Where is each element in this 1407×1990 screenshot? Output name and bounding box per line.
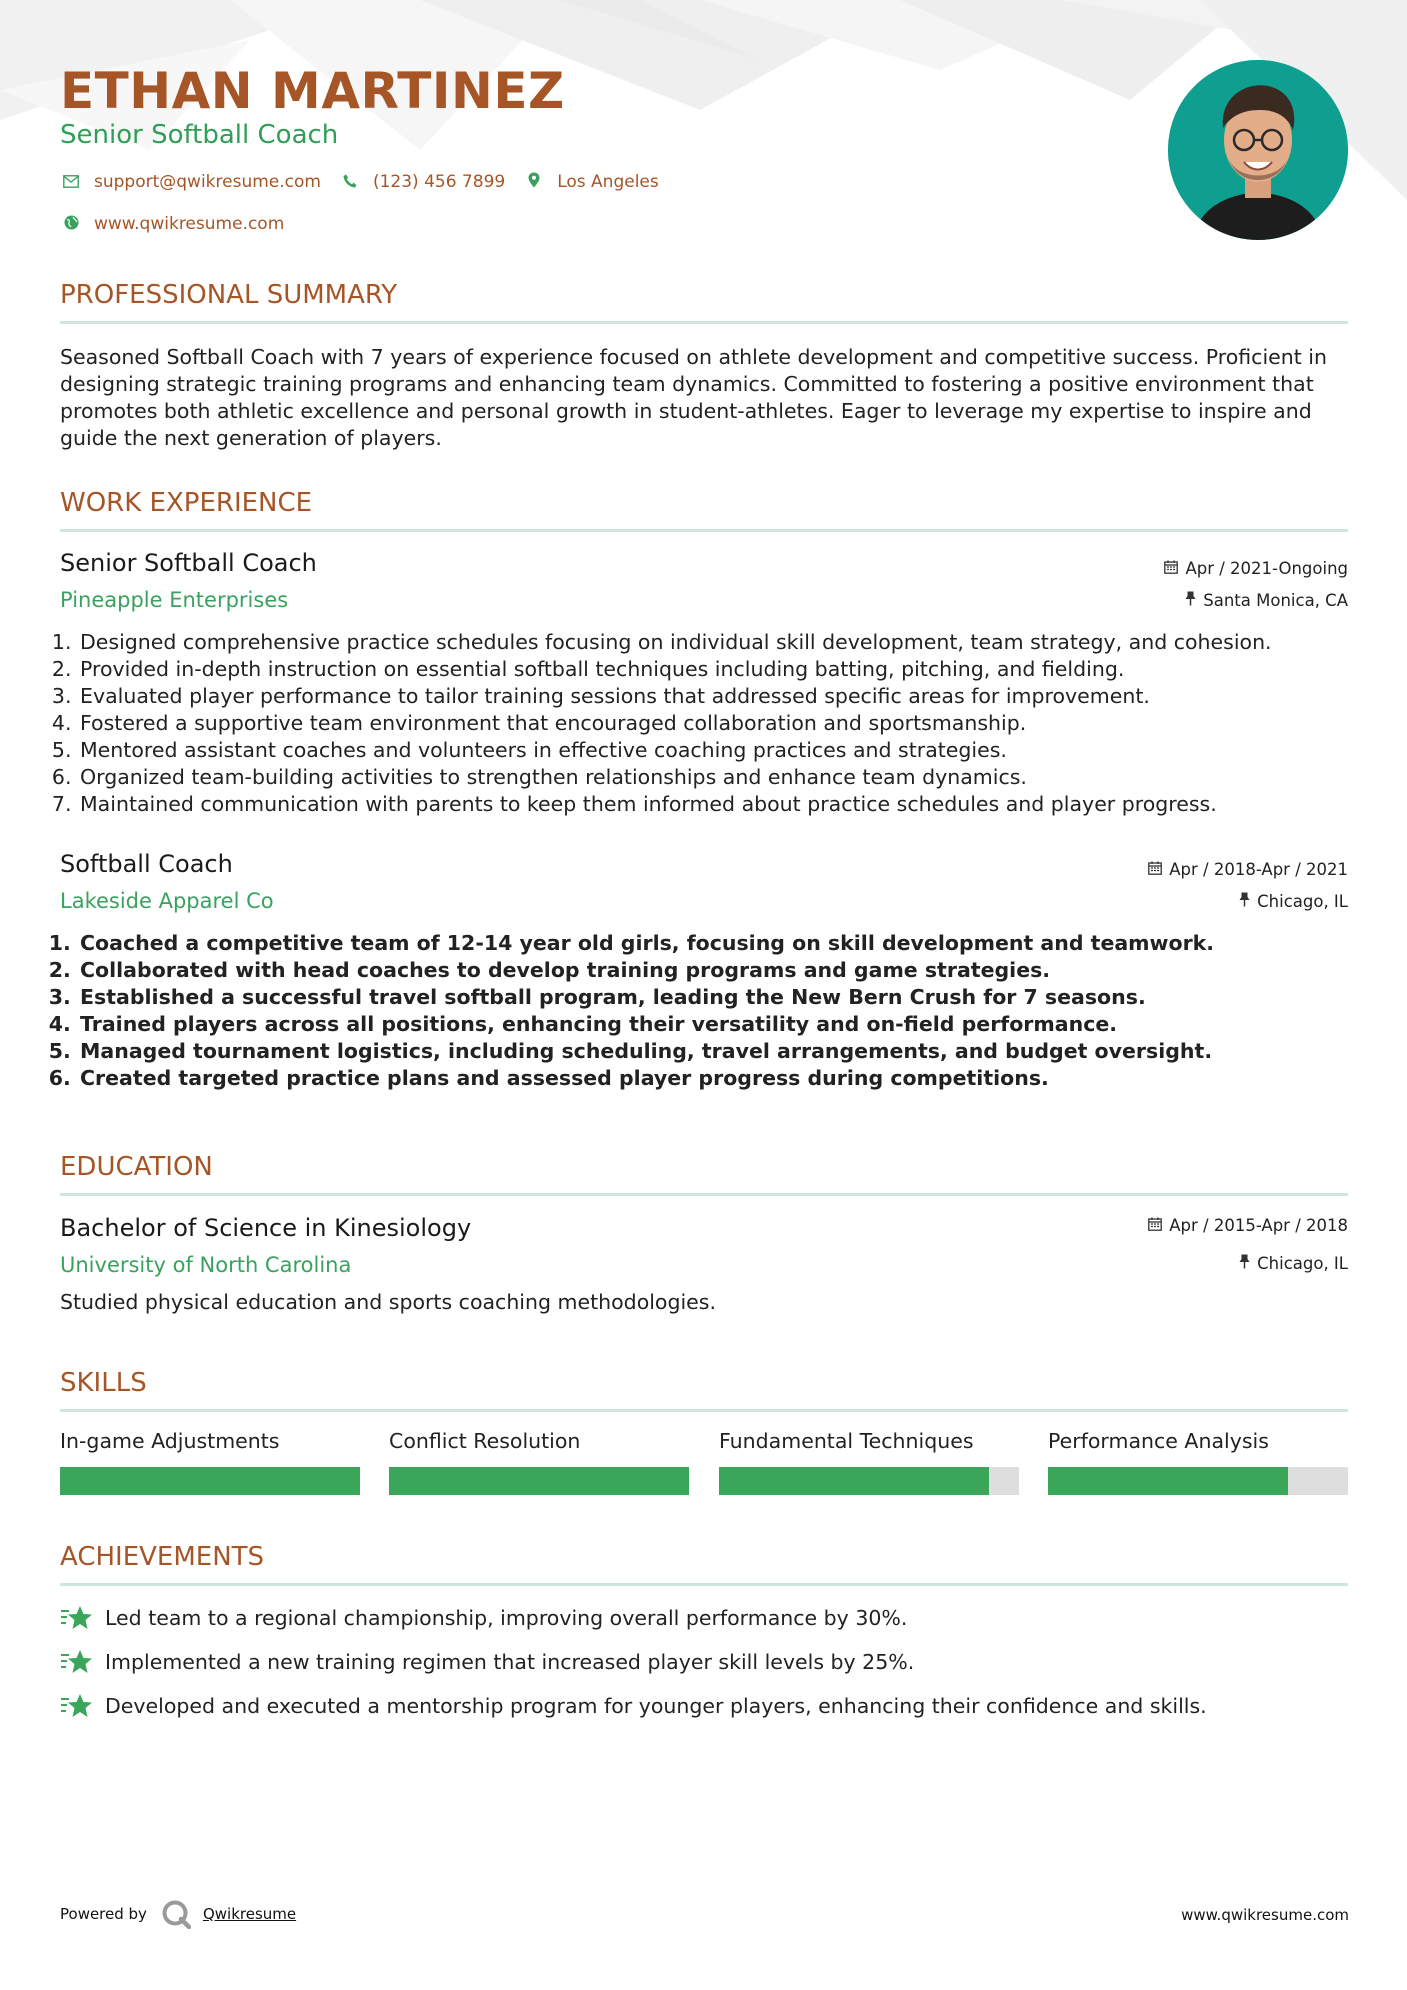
list-item: 6. Organized team-building activities to strengthen relationships and enhance team dynamics.: [78, 764, 1378, 791]
skills-heading: SKILLS: [60, 1368, 147, 1398]
school-name: University of North Carolina: [60, 1253, 352, 1277]
email-item[interactable]: [60, 172, 321, 192]
footer-powered-by: [60, 1899, 296, 1929]
section-divider: [60, 1193, 1348, 1196]
education-heading: EDUCATION: [60, 1152, 213, 1182]
star-badge-icon: [60, 1692, 94, 1720]
calendar-icon: [1148, 1217, 1162, 1235]
job-bullets: [52, 629, 1378, 818]
summary-text: Seasoned Softball Coach with 7 years of experience focused on athlete development and competitive success. Proficient in designing strategic training programs and enhancing team dynamics. Committed to fostering a positive environment that promotes both athletic excellence and personal growth in student-athletes. Eager to leverage my expertise to inspire and guide the next generation of players.: [60, 345, 1327, 450]
skill-bar: [60, 1467, 360, 1495]
section-divider: [60, 321, 1348, 324]
list-item: 5. Managed tournament logistics, including scheduling, travel arrangements, and budget oversight.: [78, 1038, 1378, 1065]
website-text[interactable]: www.qwikresume.com: [94, 214, 285, 234]
job-dates-text: Apr / 2021-Ongoing: [1185, 559, 1348, 578]
profile-photo: [1168, 60, 1348, 240]
education-location: [1239, 1254, 1348, 1273]
website-item[interactable]: [60, 214, 284, 234]
summary-heading: PROFESSIONAL SUMMARY: [60, 280, 398, 310]
pushpin-icon: [1185, 591, 1196, 610]
job-location: [1239, 892, 1348, 911]
candidate-title: Senior Softball Coach: [60, 120, 339, 150]
footer-website[interactable]: www.qwikresume.com: [1181, 1906, 1349, 1924]
job-dates: [1148, 860, 1348, 879]
skill-bar: [1048, 1467, 1348, 1495]
skill-label: In-game Adjustments: [60, 1429, 280, 1453]
list-item: 1. Designed comprehensive practice schedules focusing on individual skill development, team strategy, and cohesion.: [78, 629, 1378, 656]
location-text: Los Angeles: [557, 172, 659, 192]
map-pin-icon: [523, 172, 545, 192]
list-item: 3. Evaluated player performance to tailor training sessions that addressed specific areas for improvement.: [78, 683, 1378, 710]
qwikresume-link[interactable]: Qwikresume: [202, 1905, 297, 1923]
skill-item: [719, 1429, 1019, 1495]
globe-icon: [60, 215, 82, 234]
list-item: 6. Created targeted practice plans and assessed player progress during competitions.: [78, 1065, 1378, 1092]
contact-row-primary: [60, 172, 677, 192]
skill-bar-fill: [389, 1467, 689, 1495]
degree-title: Bachelor of Science in Kinesiology: [60, 1214, 472, 1242]
star-badge-icon: [60, 1648, 94, 1676]
list-item: 5. Mentored assistant coaches and volunteers in effective coaching practices and strategies.: [78, 737, 1378, 764]
job-dates-text: Apr / 2018-Apr / 2021: [1169, 860, 1348, 879]
achievement-text: Implemented a new training regimen that increased player skill levels by 25%.: [105, 1650, 915, 1674]
education-location-text: Chicago, IL: [1257, 1254, 1348, 1273]
achievement-item: [60, 1648, 914, 1676]
calendar-icon: [1148, 861, 1162, 879]
job-location-text: Santa Monica, CA: [1203, 591, 1348, 610]
achievement-item: [60, 1692, 1207, 1720]
achievement-text: Led team to a regional championship, improving overall performance by 30%.: [105, 1606, 908, 1630]
list-item: 4. Fostered a supportive team environment that encouraged collaboration and sportsmanship.: [78, 710, 1378, 737]
phone-item[interactable]: [339, 172, 505, 192]
list-item: 2. Collaborated with head coaches to develop training programs and game strategies.: [78, 957, 1378, 984]
list-item: 4. Trained players across all positions, enhancing their versatility and on-field performance.: [78, 1011, 1378, 1038]
job-dates: [1164, 559, 1348, 578]
education-description: Studied physical education and sports coaching methodologies.: [60, 1290, 716, 1314]
job-title: Senior Softball Coach: [60, 549, 317, 577]
list-item: 1. Coached a competitive team of 12-14 year old girls, focusing on skill development and teamwork.: [78, 930, 1378, 957]
job-location-text: Chicago, IL: [1257, 892, 1348, 911]
list-item: 3. Established a successful travel softball program, leading the New Bern Crush for 7 seasons.: [78, 984, 1378, 1011]
phone-icon: [339, 173, 361, 192]
achievements-heading: ACHIEVEMENTS: [60, 1542, 265, 1572]
job-bullets: [52, 930, 1378, 1092]
skill-bar: [389, 1467, 689, 1495]
skill-item: [60, 1429, 360, 1495]
skill-item: [1048, 1429, 1348, 1495]
qwikresume-logo-icon: [161, 1899, 191, 1929]
contact-row-secondary: [60, 214, 302, 234]
experience-heading: WORK EXPERIENCE: [60, 488, 313, 518]
education-dates: [1148, 1216, 1348, 1235]
star-badge-icon: [60, 1604, 94, 1632]
calendar-icon: [1164, 560, 1178, 578]
section-divider: [60, 1409, 1348, 1412]
section-divider: [60, 529, 1348, 532]
skill-label: Fundamental Techniques: [719, 1429, 974, 1453]
education-dates-text: Apr / 2015-Apr / 2018: [1169, 1216, 1348, 1235]
achievement-item: [60, 1604, 907, 1632]
achievement-text: Developed and executed a mentorship program for younger players, enhancing their confidence and skills.: [105, 1694, 1207, 1718]
company-name: Pineapple Enterprises: [60, 588, 289, 612]
pushpin-icon: [1239, 892, 1250, 911]
company-name: Lakeside Apparel Co: [60, 889, 274, 913]
skill-label: Performance Analysis: [1048, 1429, 1269, 1453]
list-item: 2. Provided in-depth instruction on essential softball techniques including batting, pitching, and fielding.: [78, 656, 1378, 683]
job-location: [1185, 591, 1348, 610]
skill-bar: [719, 1467, 1019, 1495]
section-divider: [60, 1583, 1348, 1586]
skill-bar-fill: [719, 1467, 989, 1495]
skill-bar-fill: [1048, 1467, 1288, 1495]
phone-text[interactable]: (123) 456 7899: [372, 172, 506, 192]
envelope-icon: [60, 173, 82, 192]
powered-by-label: Powered by: [60, 1905, 147, 1923]
candidate-name: ETHAN MARTINEZ: [60, 62, 565, 120]
list-item: 7. Maintained communication with parents to keep them informed about practice schedules and player progress.: [78, 791, 1378, 818]
job-title: Softball Coach: [60, 850, 233, 878]
skill-label: Conflict Resolution: [389, 1429, 581, 1453]
skill-bar-fill: [60, 1467, 360, 1495]
email-text[interactable]: support@qwikresume.com: [94, 172, 321, 192]
location-item: [523, 172, 659, 192]
pushpin-icon: [1239, 1254, 1250, 1273]
skill-item: [389, 1429, 689, 1495]
